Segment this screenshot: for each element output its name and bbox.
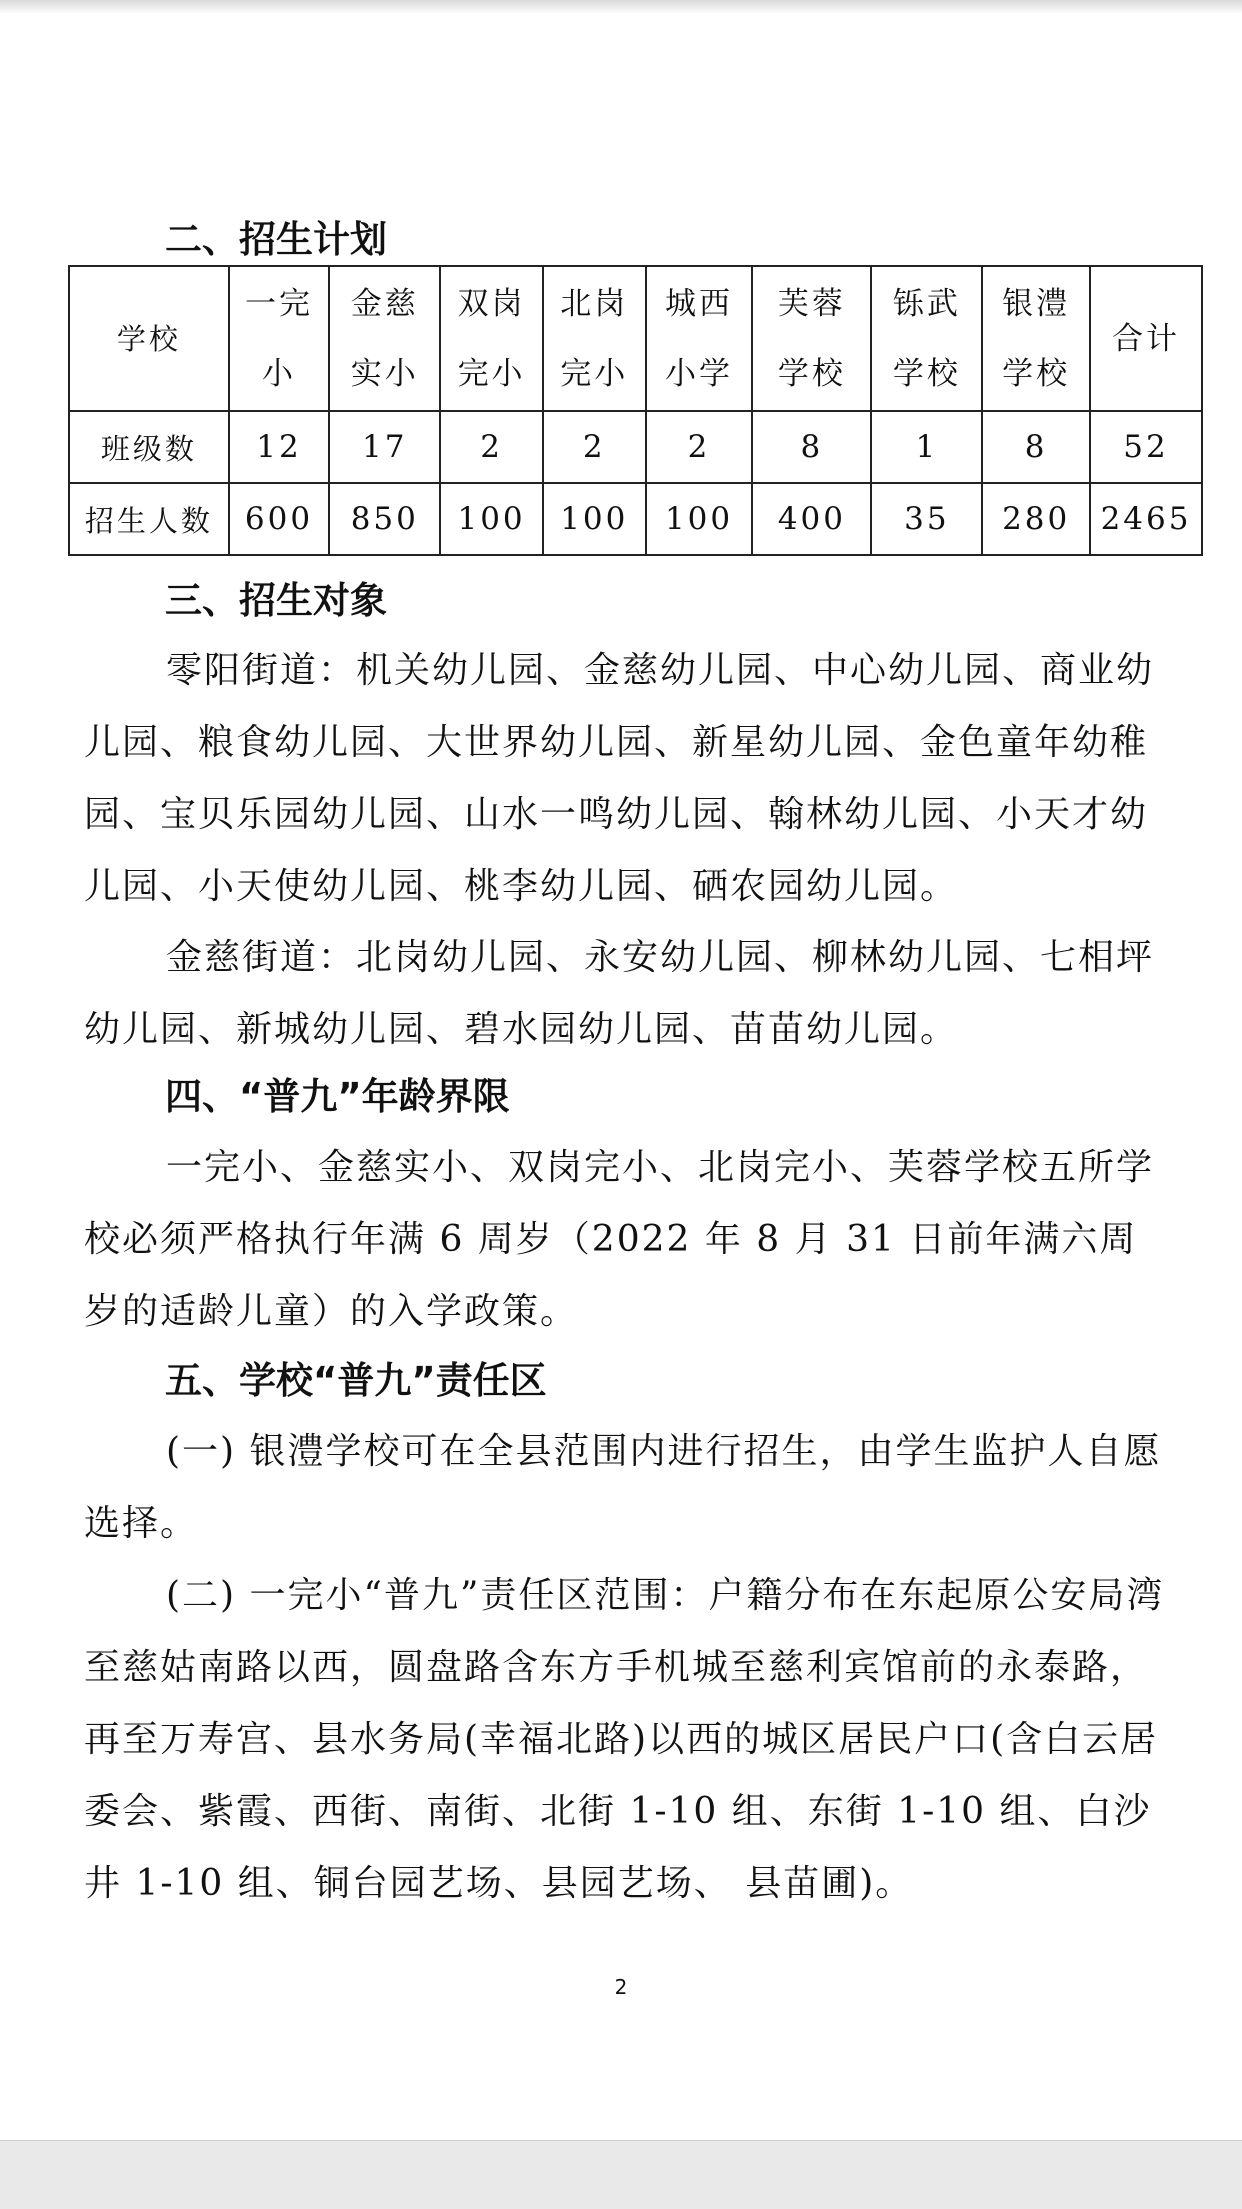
table-cell: 400 bbox=[752, 483, 871, 555]
table-cell: 100 bbox=[440, 483, 543, 555]
table-cell: 2 bbox=[543, 411, 646, 483]
paragraph-age-policy: 一完小、金慈实小、双岗完小、北岗完小、芙蓉学校五所学校必须严格执行年满 6 周岁（2022 年 8 月 31 日前年满六周岁的适龄儿童）的入学政策。 bbox=[84, 1147, 1155, 1332]
section-heading-plan: 二、招生计划 bbox=[165, 218, 387, 261]
table-cell: 2 bbox=[440, 411, 543, 483]
school-header-cell: 北岗 完小 bbox=[543, 266, 646, 411]
table-corner-cell: 学校 bbox=[69, 266, 229, 411]
table-cell: 600 bbox=[229, 483, 330, 555]
table-cell: 2 bbox=[646, 411, 753, 483]
table-cell: 850 bbox=[329, 483, 440, 555]
table-row-classes bbox=[69, 411, 1202, 483]
paragraph-lingyang: 零阳街道：机关幼儿园、金慈幼儿园、中心幼儿园、商业幼儿园、粮食幼儿园、大世界幼儿园、新星幼儿园、金色童年幼稚园、宝贝乐园幼儿园、山水一鸣幼儿园、翰林幼儿园、小天才幼儿园、小天使幼儿园、桃李幼儿园、硒农园幼儿园。 bbox=[84, 650, 1155, 907]
table-cell: 8 bbox=[752, 411, 871, 483]
paragraph-zone-2: (二) 一完小“普九”责任区范围：户籍分布在东起原公安局湾至慈姑南路以西，圆盘路含东方手机城至慈利宾馆前的永泰路，再至万寿宫、县水务局(幸福北路)以西的城区居民户口(含白云居委会、紫霞、西街、南街、北街 1-10 组、东街 1-10 组、白沙井 1-10 组、铜台园艺场、县园艺场、 县苗圃)。 bbox=[84, 1575, 1165, 1904]
section-heading-age: 四、“普九”年龄界限 bbox=[165, 1075, 510, 1118]
school-header-cell: 芙蓉 学校 bbox=[752, 266, 871, 411]
table-row-enrollment bbox=[69, 483, 1202, 555]
page-number: 2 bbox=[614, 1975, 628, 1999]
table-cell: 17 bbox=[329, 411, 440, 483]
table-cell: 1 bbox=[871, 411, 982, 483]
table-header-row bbox=[69, 266, 1202, 411]
table-cell: 8 bbox=[982, 411, 1090, 483]
school-header-cell: 一完 小 bbox=[229, 266, 330, 411]
school-header-cell: 铄武 学校 bbox=[871, 266, 982, 411]
row-label-cell: 招生人数 bbox=[69, 483, 229, 555]
total-header-cell: 合计 bbox=[1090, 266, 1202, 411]
table-cell-total: 52 bbox=[1090, 411, 1202, 483]
row-label-cell: 班级数 bbox=[69, 411, 229, 483]
paragraph-jinci: 金慈街道：北岗幼儿园、永安幼儿园、柳林幼儿园、七相坪幼儿园、新城幼儿园、碧水园幼儿园、苗苗幼儿园。 bbox=[84, 937, 1155, 1050]
section-heading-targets: 三、招生对象 bbox=[165, 579, 387, 622]
school-header-cell: 城西 小学 bbox=[646, 266, 753, 411]
table-cell: 100 bbox=[543, 483, 646, 555]
school-header-cell: 金慈 实小 bbox=[329, 266, 440, 411]
paragraph-zone-1: (一) 银澧学校可在全县范围内进行招生，由学生监护人自愿选择。 bbox=[84, 1431, 1162, 1544]
table-cell-total: 2465 bbox=[1090, 483, 1202, 555]
school-header-cell: 双岗 完小 bbox=[440, 266, 543, 411]
bottom-edge-shadow bbox=[0, 2140, 1242, 2209]
school-header-cell: 银澧 学校 bbox=[982, 266, 1090, 411]
section-heading-zones: 五、学校“普九”责任区 bbox=[165, 1359, 547, 1402]
table-cell: 100 bbox=[646, 483, 753, 555]
table-cell: 12 bbox=[229, 411, 330, 483]
enrollment-plan-table bbox=[68, 265, 1203, 556]
table-cell: 280 bbox=[982, 483, 1090, 555]
table-cell: 35 bbox=[871, 483, 982, 555]
